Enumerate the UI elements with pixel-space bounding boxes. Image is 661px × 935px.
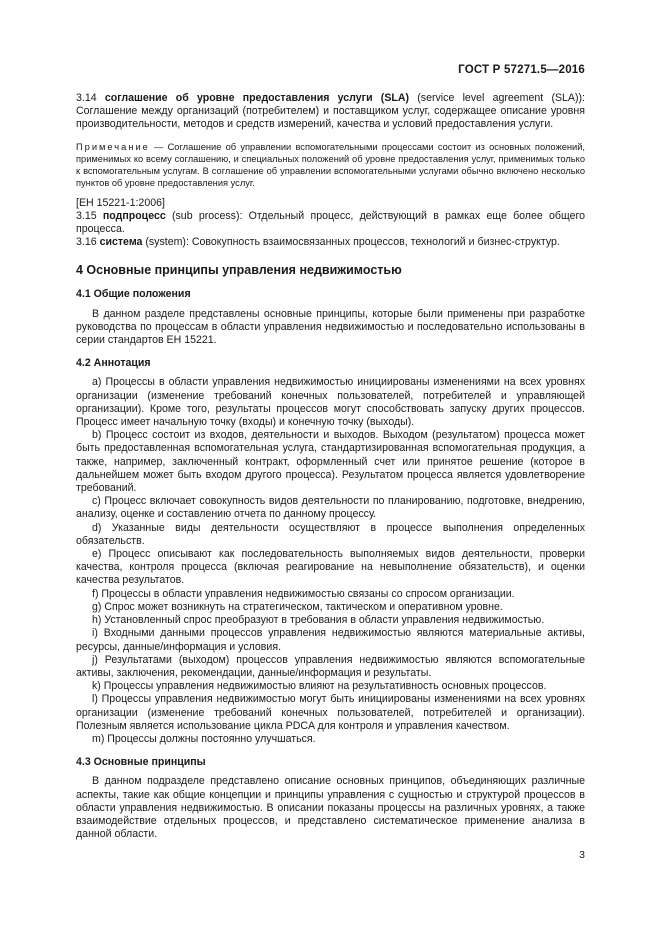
reference: [ЕН 15221-1:2006] (76, 196, 165, 209)
term-3-16 (76, 236, 585, 249)
term-definition: (sub process): Отдельный процесс, действующий в рамках еще более общего процесса. (76, 209, 586, 236)
list-item-l: l) Процессы управления недвижимостью могут быть инициированы изменениями на всех уровнях организации (изменение требований конечных пользователей, потребителей и организации). Полезным является использование цикла PDCA для контроля и управления качеством. (76, 693, 585, 732)
list-item-c: c) Процесс включает совокупность видов деятельности по планированию, подготовке, внедрению, анализу, оценке и составлению отчета по данному процессу. (76, 495, 585, 521)
section-4-heading: 4 Основные принципы управления недвижимостью (76, 263, 402, 278)
term-number: 3.14 (76, 92, 97, 104)
list-item-i: i) Входными данными процессов управления недвижимостью являются материальные активы, ресурсы, данные/информация и условия. (76, 627, 585, 653)
term-3-15 (76, 210, 585, 236)
section-4-1-text: В данном разделе представлены основные принципы, которые были применены при разработке руководства по процессам в области управления недвижимостью и последовательно использованы в серии стандартов ЕН 15221. (76, 307, 585, 347)
list-item-e: e) Процесс описывают как последовательность выполняемых видов деятельности, проверки качества, контроля процесса (включая реагирование на невыполнение обязательств), и оценки качества результатов. (76, 548, 585, 587)
list-item-h: h) Установленный спрос преобразуют в требования в области управления недвижимостью. (92, 614, 545, 627)
list-item-f: f) Процессы в области управления недвижимостью связаны со спросом организации. (92, 587, 515, 600)
list-item-k: k) Процессы управления недвижимостью влияют на результативность основных процессов. (92, 680, 547, 693)
section-4-1-heading: 4.1 Общие положения (76, 288, 191, 301)
term-3-14 (76, 92, 585, 132)
document-body (76, 92, 585, 841)
list-item-b: b) Процесс состоит из входов, деятельности и выходов. Выходом (результатом) процесса может быть предоставленная вспомогательная услуга, стандартизированная вспомогательная продукция, а также, например, заключенный контракт, оформленный счет или принятое решение (которое в дальнейшем может быть входом другого процесса). Результатом процесса является удовлетворение требований. (76, 429, 585, 495)
term-name: система (99, 236, 143, 249)
term-name: соглашение об уровне предоставления услуги (SLA) (104, 92, 410, 104)
note-text: — Соглашение об управлении вспомогательными процессами состоит из основных положений, применимых ко всему соглашению, и специальных положений об уровне предоставления услуг, применимых только к вспомогательным услугам. В соглашение об управлении вспомогательными услугами обычно включено несколько пунктов об уровне предоставления услуг. (76, 141, 585, 188)
term-number: 3.15 (76, 209, 97, 222)
section-4-3-heading: 4.3 Основные принципы (76, 756, 206, 769)
section-4-3-text: В данном подразделе представлено описание основных принципов, объединяющих различные аспекты, такие как общие концепции и принципы управления с сущностью и структурой процессов в области управления недвижимостью. В описании показаны процессы на различных уровнях, а также взаимодействие отдельных процессов, и представлено систематическое применение анализа в данной области. (76, 775, 585, 841)
standard-id: ГОСТ Р 57271.5—2016 (458, 64, 585, 76)
term-name: подпроцесс (102, 209, 166, 222)
term-definition: (service level agreement (SLA)): Соглашение между организаций (потребителем) и поставщиком услуг, содержащее описание уровня производительности, методов и средств измерений, качества и условий предоставления услуги. (76, 92, 585, 131)
list-item-d: d) Указанные виды деятельности осуществляют в процессе выполнения определенных обязательств. (76, 521, 585, 547)
section-4-2-heading: 4.2 Аннотация (76, 357, 151, 370)
note-label: Примечание (76, 141, 150, 152)
list-item-j: j) Результатами (выходом) процессов управления недвижимостью являются вспомогательные активы, заключения, рекомендации, данные/информация и результаты. (76, 653, 585, 679)
list-item-a: a) Процессы в области управления недвижимостью инициированы изменениями на всех уровнях организации (изменение требований конечных пользователей, потребителей и управляющей организации). Кроме того, результаты процессов могут способствовать запуску других процессов. Процесс имеет начальную точку (входы) и конечную точку (выходы). (76, 376, 585, 429)
note (76, 141, 585, 189)
term-number: 3.16 (76, 236, 97, 249)
page-number: 3 (579, 849, 585, 861)
list-item-g: g) Спрос может возникнуть на стратегическом, тактическом и оперативном уровне. (92, 600, 503, 613)
term-definition: (system): Совокупность взаимосвязанных процессов, технологий и бизнес-структур. (142, 236, 560, 249)
list-item-m: m) Процессы должны постоянно улучшаться. (92, 732, 316, 745)
